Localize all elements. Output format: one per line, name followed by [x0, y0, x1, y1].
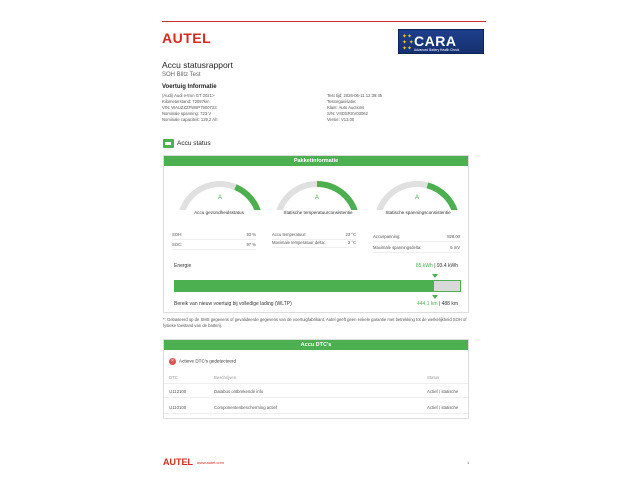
metric-value: 3 °C	[347, 240, 356, 245]
gauge-label: Statische temperatuurconsistentie	[283, 210, 353, 215]
vehicle-info-line: Nominale spanning: 723 V	[162, 111, 212, 116]
vehicle-info-left	[162, 93, 217, 123]
dtc-description: Componentenbescherming actief	[214, 405, 278, 410]
energy-marker-icon	[432, 274, 438, 278]
vehicle-info-line: Nominale capaciteit: 129,2 Ah	[162, 117, 218, 122]
report-title: Accu statusrapport	[162, 60, 233, 70]
metric-value: 97 %	[246, 242, 256, 247]
vehicle-info-line: S/N: VSDSRSV03062	[327, 111, 368, 116]
gauge-label: Statische spanningsconsistentie	[385, 210, 451, 215]
gauge-grade: A	[217, 195, 222, 201]
metric-key: Accu temperatuur:	[272, 232, 307, 237]
page-number: 1	[467, 460, 470, 465]
autel-logo: AUTEL	[162, 30, 212, 46]
column-header: Beschrijven	[214, 375, 237, 380]
package-info-header: Pakketinformatie	[164, 156, 468, 166]
range-total: | 488 km	[438, 301, 458, 307]
metric-value: 93 %	[246, 232, 256, 237]
energy-total: | 93.4 kWh	[434, 263, 458, 269]
metric-key: Maximale temperatuur delta:	[272, 240, 326, 245]
report-subtitle: SOH Blitz Test	[162, 72, 201, 78]
metric-key: Accuspanning:	[373, 234, 401, 239]
metric-row	[172, 232, 256, 240]
metric-key: Maximale spanningsdelta:	[373, 245, 422, 250]
energy-bar-fill	[175, 281, 434, 291]
energy-current: 85 kWh	[415, 263, 433, 269]
dtc-alert-text: Actieve DTC's gedetecteerd	[179, 358, 237, 364]
header-divider	[162, 21, 486, 22]
vehicle-info-line: Test tijd: 2026-06-11 12:39:45	[327, 93, 383, 98]
gauge-label: Accu gezondheidsstatus	[194, 210, 244, 215]
cara-subtitle: Advanced Battery Health Check	[414, 48, 460, 52]
dtc-status: Actief / statische	[427, 389, 459, 394]
dtc-table-header	[164, 372, 468, 384]
range-label: Bereik van nieuw voertuig bij volledige lading (WLTP)	[174, 301, 292, 307]
dtc-panel	[163, 339, 469, 419]
cara-word: CARA	[414, 33, 457, 49]
range-value	[417, 301, 458, 307]
table-row	[164, 386, 468, 398]
footer-autel-logo: AUTEL	[163, 457, 193, 467]
metric-row	[172, 242, 256, 250]
vehicle-info-line: Versie: V13.00	[327, 117, 355, 122]
status-section-title: Accu status	[177, 140, 211, 147]
gauge-arc	[271, 178, 363, 210]
metric-value: 6 mV	[450, 245, 460, 250]
x-icon: ×	[169, 358, 176, 365]
column-header: Status	[427, 375, 440, 380]
package-info-panel	[163, 155, 469, 313]
vehicle-info-heading: Voertuig Informatie	[162, 84, 217, 90]
vehicle-info-line: Testorganisatie:	[327, 99, 357, 104]
metric-key: SOC:	[172, 242, 183, 247]
metric-row	[272, 232, 356, 240]
vehicle-info-line: VIN: WAUZZZFW5P7900723	[162, 105, 217, 110]
gauge-voltage	[371, 178, 463, 210]
dtc-status: Actief / statische	[427, 405, 459, 410]
disclaimer-note: *: Gebaseerd op de SMS gegevens of gevalideerde gegevens van de voertuigfabrikant. Autel geeft geen enkele garantie met betrekking tot de werkelijkheid SOH of fysieke toestand van de batterij.	[163, 317, 467, 328]
energy-label: Energie	[174, 263, 192, 269]
footer-url: www.autel.com	[197, 460, 224, 465]
range-current: 444.1 km	[416, 301, 438, 307]
energy-value	[416, 263, 458, 269]
gauge-health	[174, 178, 266, 210]
dtc-code: U112100	[169, 389, 187, 394]
dtc-code: U110100	[169, 405, 187, 410]
dtc-header: Accu DTC's	[164, 340, 468, 350]
dtc-alert	[169, 358, 236, 365]
gauge-arc	[371, 178, 463, 210]
vehicle-info-line: Kilometerstand: 72097km	[162, 99, 210, 104]
gauge-grade: A	[414, 195, 419, 201]
energy-bar	[174, 280, 461, 292]
vehicle-info-right	[327, 93, 382, 123]
column-header: DTC	[169, 375, 178, 380]
vehicle-info-line: (Audi) Audi e-tron GT 2021>	[162, 93, 215, 98]
dtc-description: Databus ontbrekende info	[214, 389, 264, 394]
battery-icon	[163, 139, 174, 148]
range-marker-icon	[432, 295, 438, 299]
metric-value: 23 °C	[345, 232, 356, 237]
cara-logo	[398, 29, 484, 54]
table-row	[164, 402, 468, 414]
metric-row	[272, 240, 356, 248]
eu-stars-icon: ✦✦ ✦ ✦ ✦✦	[402, 34, 414, 52]
gauge-arc	[174, 178, 266, 210]
gauge-temperature	[271, 178, 363, 210]
metric-row	[373, 245, 460, 253]
metric-key: SOH:	[172, 232, 183, 237]
metric-value: 828.00	[447, 234, 460, 239]
vehicle-info-line: Klant: Auto Auctions	[327, 105, 365, 110]
metric-row	[373, 234, 460, 242]
gauge-grade: A	[314, 195, 319, 201]
